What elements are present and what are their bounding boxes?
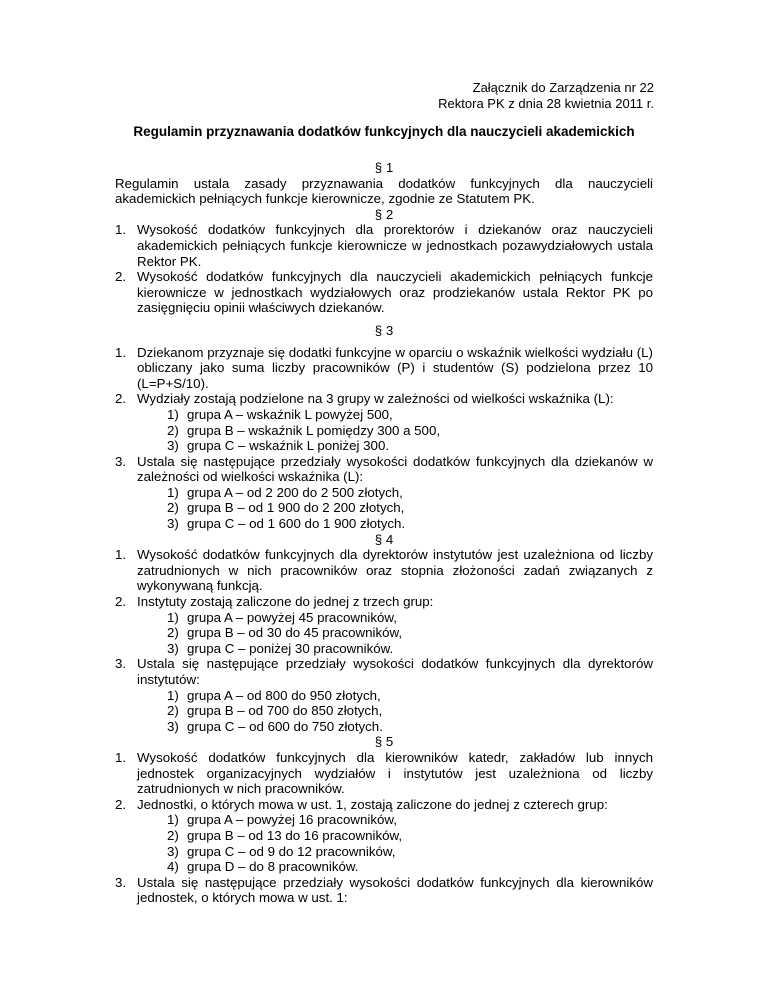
sub-item xyxy=(115,500,653,516)
sub-item-text: grupa C – od 1 600 do 1 900 złotych. xyxy=(187,516,406,532)
sub-item-number: 3) xyxy=(167,640,179,656)
sub-item-number: 1) xyxy=(167,484,179,500)
sub-item-number: 3) xyxy=(167,843,179,859)
item-text: Wysokość dodatków funkcyjnych dla prorektorów i dziekanów oraz nauczycieli akademickich pełniących funkcje kierownicze w jednostkach pozawydziałowych ustala Rektor PK. xyxy=(137,222,653,269)
sub-item-number: 1) xyxy=(167,812,179,828)
sub-item-number: 1) xyxy=(167,406,179,422)
section-3-list xyxy=(115,345,653,532)
item-number: 2. xyxy=(115,796,127,812)
item-number: 2. xyxy=(115,391,127,407)
section-2-list xyxy=(115,222,653,316)
sub-item-number: 2) xyxy=(167,422,179,438)
item-text: Ustala się następujące przedziały wysokości dodatków funkcyjnych dla dziekanów w zależności od wielkości wskaźnika (L): xyxy=(137,453,653,485)
item-number: 3. xyxy=(115,453,127,469)
item-text: Ustala się następujące przedziały wysokości dodatków funkcyjnych dla kierowników jednostek, o których mowa w ust. 1: xyxy=(137,874,653,906)
sub-item-text: grupa C – wskaźnik L poniżej 300. xyxy=(187,438,390,454)
section-2-heading: § 2 xyxy=(374,206,394,222)
section-4-list xyxy=(115,547,653,734)
list-item xyxy=(115,345,653,392)
sub-item xyxy=(115,407,653,423)
sub-item xyxy=(115,688,653,704)
list-item xyxy=(115,391,653,407)
item-number: 3. xyxy=(115,656,127,672)
section-1-text: Regulamin ustala zasady przyznawania dodatków funkcyjnych dla nauczycieli akademickich pełniących funkcje kierownicze, zgodnie ze Statutem PK. xyxy=(115,175,653,207)
list-item xyxy=(115,269,653,316)
sub-item-number: 3) xyxy=(167,516,179,532)
sub-item xyxy=(115,516,653,532)
section-5-heading: § 5 xyxy=(374,734,394,750)
list-item xyxy=(115,750,653,797)
item-text: Dziekanom przyznaje się dodatki funkcyjne w oparciu o wskaźnik wielkości wydziału (L) obliczany jako suma liczby pracowników (P) i studentów (S) podzielona przez 10 (L=P+S/10). xyxy=(137,344,653,391)
item-text: Wysokość dodatków funkcyjnych dla dyrektorów instytutów jest uzależniona od liczby zatrudnionych w nich pracowników oraz stopnia złożoności zadań związanych z wykonywaną funkcją. xyxy=(137,547,653,594)
sub-item-number: 2) xyxy=(167,827,179,843)
item-text: Ustala się następujące przedziały wysokości dodatków funkcyjnych dla dyrektorów instytutów: xyxy=(137,656,653,687)
sub-item xyxy=(115,719,653,735)
item-number: 3. xyxy=(115,874,127,890)
sub-item-number: 4) xyxy=(167,859,179,875)
attachment-line-1: Załącznik do Zarządzenia nr 22 xyxy=(472,80,654,95)
item-text: Wydziały zostają podzielone na 3 grupy w zależności od wielkości wskaźnika (L): xyxy=(137,391,614,407)
sub-item xyxy=(115,485,653,501)
sub-item-text: grupa A – od 2 200 do 2 500 złotych, xyxy=(187,484,403,500)
item-number: 1. xyxy=(115,222,127,238)
section-5-list xyxy=(115,750,653,906)
item-text: Wysokość dodatków funkcyjnych dla kierowników katedr, zakładów lub innych jednostek organizacyjnych wydziałów i instytutów jest uzależniona od liczby zatrudnionych w nich pracowników. xyxy=(137,749,653,797)
list-item xyxy=(115,875,653,906)
sub-item-number: 1) xyxy=(167,687,179,703)
sub-item xyxy=(115,610,653,626)
sub-item-text: grupa C – poniżej 30 pracowników. xyxy=(187,640,394,656)
list-item xyxy=(115,547,653,594)
sub-item xyxy=(115,859,653,875)
sub-item-text: grupa A – powyżej 16 pracowników, xyxy=(187,812,397,828)
sub-item xyxy=(115,625,653,641)
sub-item-number: 3) xyxy=(167,718,179,734)
item-number: 2. xyxy=(115,594,127,610)
item-number: 1. xyxy=(115,749,127,765)
sub-item xyxy=(115,828,653,844)
sub-item-text: grupa A – wskaźnik L powyżej 500, xyxy=(187,406,393,422)
sub-item xyxy=(115,812,653,828)
sub-item-text: grupa B – od 30 do 45 pracowników, xyxy=(187,625,403,641)
sub-item-text: grupa C – od 9 do 12 pracowników, xyxy=(187,843,396,859)
list-item xyxy=(115,656,653,687)
section-3-heading: § 3 xyxy=(374,322,394,338)
sub-item xyxy=(115,423,653,439)
list-item xyxy=(115,797,653,813)
list-item xyxy=(115,222,653,269)
section-1-heading: § 1 xyxy=(374,160,394,175)
item-text: Jednostki, o których mowa w ust. 1, zostają zaliczone do jednej z czterech grup: xyxy=(137,796,608,812)
sub-item-text: grupa A – powyżej 45 pracowników, xyxy=(187,609,397,625)
sub-item-text: grupa D – do 8 pracowników. xyxy=(187,859,359,875)
item-text: Instytuty zostają zaliczone do jednej z trzech grup: xyxy=(137,594,434,610)
sub-item xyxy=(115,438,653,454)
sub-item-number: 3) xyxy=(167,438,179,454)
sub-item-text: grupa B – od 1 900 do 2 200 złotych, xyxy=(187,500,405,516)
attachment-line-2: Rektora PK z dnia 28 kwietnia 2011 r. xyxy=(438,96,654,111)
list-item xyxy=(115,594,653,610)
sub-item xyxy=(115,844,653,860)
sub-item-text: grupa C – od 600 do 750 złotych. xyxy=(187,718,383,734)
section-4-heading: § 4 xyxy=(374,531,394,547)
attachment-header xyxy=(438,80,654,112)
document-body xyxy=(115,160,653,906)
sub-item-text: grupa B – od 700 do 850 złotych, xyxy=(187,703,383,719)
sub-item-number: 2) xyxy=(167,703,179,719)
sub-item-number: 1) xyxy=(167,609,179,625)
sub-item-text: grupa A – od 800 do 950 złotych, xyxy=(187,687,381,703)
sub-item xyxy=(115,703,653,719)
item-text: Wysokość dodatków funkcyjnych dla nauczycieli akademickich pełniących funkcje kierownicze w jednostkach wydziałowych oraz prodziekanów ustala Rektor PK po zasięgnięciu opinii właściwych dziekanów. xyxy=(137,269,653,316)
item-number: 1. xyxy=(115,547,127,563)
sub-item-number: 2) xyxy=(167,625,179,641)
sub-item-number: 2) xyxy=(167,500,179,516)
item-number: 2. xyxy=(115,269,127,285)
sub-item-text: grupa B – od 13 do 16 pracowników, xyxy=(187,827,403,843)
list-item xyxy=(115,454,653,485)
sub-item-text: grupa B – wskaźnik L pomiędzy 300 a 500, xyxy=(187,422,441,438)
document-title: Regulamin przyznawania dodatków funkcyjnych dla nauczycieli akademickich xyxy=(133,124,635,139)
item-number: 1. xyxy=(115,344,127,360)
sub-item xyxy=(115,641,653,657)
